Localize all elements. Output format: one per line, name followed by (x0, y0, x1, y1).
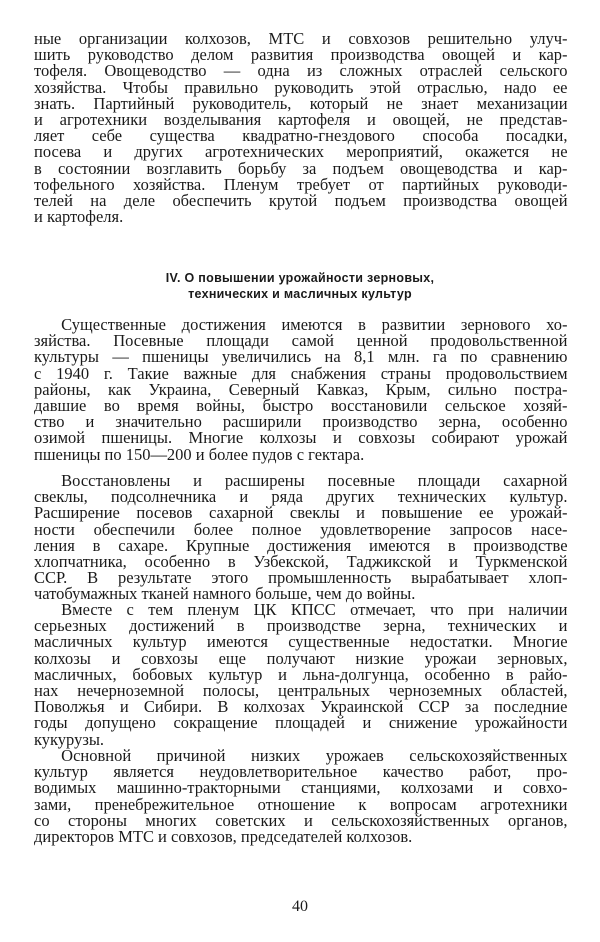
text-line: ности обеспечили более полное удовлетворение запросов насе- (34, 519, 568, 539)
text-line: озимой пшеницы. Многие колхозы и совхозы собирают урожай (34, 428, 568, 448)
text-line: Существенные достижения имеются в развитии зернового хо- (61, 315, 568, 334)
text-line: ления в сахаре. Крупные достижения имеются в производстве (34, 535, 568, 555)
text-line: ство и значительно расширили производство зерна, особенно (34, 412, 568, 432)
text-line: с 1940 г. Такие важные для снабжения страны продовольствием (34, 363, 568, 383)
paragraph-industrial-crops (34, 473, 568, 603)
text-line: культуры — пшеницы увеличились на 8,1 млн. га по сравнению (34, 347, 568, 367)
text-line: в состоянии возглавить борьбу за подъем овощеводства и кар- (34, 158, 568, 178)
text-line: пшеницы по 150—200 и более пудов с гектара. (34, 444, 365, 464)
text-line: посева и других агротехнических мероприятий, окажется не (34, 142, 568, 162)
text-line: нах нечерноземной полосы, центральных черноземных областей, (34, 680, 568, 700)
section-heading-line-1: IV. О повышении урожайности зерновых, (165, 271, 435, 285)
text-line: ССР. В результате этого промышленность вырабатывает хлоп- (34, 568, 568, 588)
text-line: знать. Партийный руководитель, который не знает механизации (34, 93, 568, 113)
page-number: 40 (292, 898, 308, 915)
text-line: годы допущено сокращение площадей и снижение урожайности (34, 713, 568, 733)
text-line: водимых машинно-тракторными станциями, колхозами и совхо- (34, 778, 568, 798)
text-line: зами, пренебрежительное отношение к вопросам агротехники (34, 794, 568, 814)
text-line: хозяйства. Чтобы правильно руководить этой отраслью, надо ее (34, 77, 568, 97)
paragraph-shortcomings (34, 602, 568, 748)
section-heading-line-2: технических и масличных культур (188, 287, 412, 301)
text-line: и агротехники возделывания картофеля и овощей, не представ- (34, 109, 568, 129)
section-heading (0, 270, 600, 302)
text-line: колхозы и совхозы еще получают низкие урожаи зерновых, (34, 648, 568, 668)
text-line: хлопчатника, особенно в Узбекской, Таджикской и Туркменской (34, 551, 568, 571)
text-line: тофельного хозяйства. Пленум требует от партийных руководи- (34, 174, 568, 194)
text-line: районы, как Украина, Северный Кавказ, Крым, сильно постра- (34, 379, 568, 399)
paragraph-causes (34, 748, 568, 845)
text-line: со стороны многих советских и сельскохозяйственных органов, (34, 810, 568, 830)
paragraph-continuation (34, 31, 568, 225)
text-line: культур является неудовлетворительное качество работ, про- (34, 762, 568, 782)
text-line: тофеля. Овощеводство — одна из сложных отраслей сельского (34, 61, 568, 81)
text-line: телей на деле обеспечить крутой подъем производства овощей (34, 190, 568, 210)
text-line: и картофеля. (34, 207, 124, 227)
text-line: серьезных достижений в производстве зерна, технических и (34, 616, 568, 636)
text-line: зяйства. Посевные площади самой ценной продовольственной (34, 331, 568, 351)
text-line: свеклы, подсолнечника и ряда других технических культур. (34, 487, 568, 507)
text-line: Восстановлены и расширены посевные площади сахарной (61, 471, 568, 490)
text-line: ные организации колхозов, МТС и совхозов решительно улуч- (34, 29, 568, 48)
text-line: Поволжья и Сибири. В колхозах Украинской ССР за последние (34, 697, 568, 717)
text-line: чатобумажных тканей намного больше, чем до войны. (34, 584, 416, 604)
text-line: масличных, бобовых культур и льна-долгунца, особенно в райо- (34, 664, 568, 684)
text-line: ляет себе существа квадратно-гнездового способа посадки, (34, 126, 568, 146)
text-line: Вместе с тем пленум ЦК КПСС отмечает, что при наличии (61, 600, 568, 619)
text-line: масличных культур имеются существенные недостатки. Многие (34, 632, 568, 652)
text-line: Основной причиной низких урожаев сельскохозяйственных (61, 746, 568, 765)
text-line: шить руководство делом развития производства овощей и кар- (34, 45, 568, 65)
text-line: директоров МТС и совхозов, председателей колхозов. (34, 826, 413, 846)
text-line: кукурузы. (34, 729, 105, 749)
paragraph-grain (34, 317, 568, 463)
text-line: давшие во время войны, быстро восстановили сельское хозяй- (34, 395, 568, 415)
text-line: Расширение посевов сахарной свеклы и повышение ее урожай- (34, 503, 568, 523)
